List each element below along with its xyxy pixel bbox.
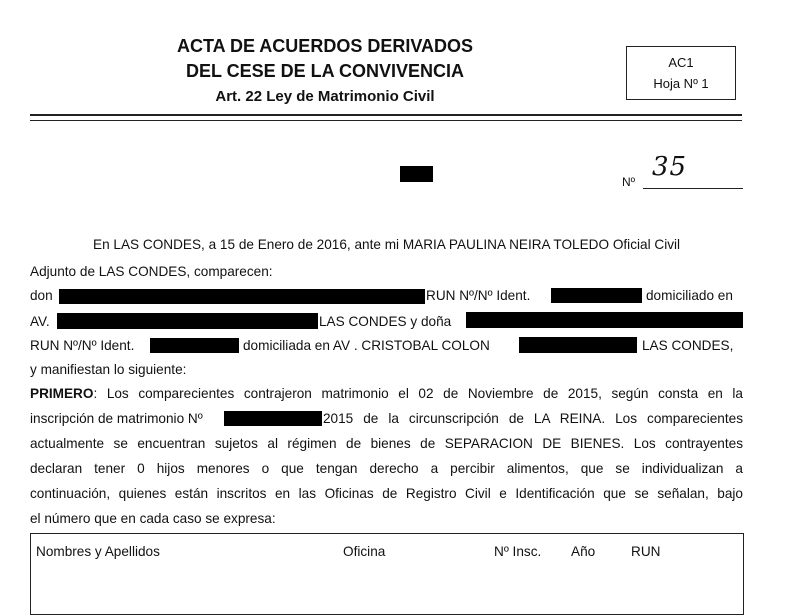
primero-text-1: : Los comparecientes contrajeron matrimonio el 02 de Noviembre de 2015, según consta en la (93, 386, 743, 401)
col-header-insc: Nº Insc. (494, 544, 542, 559)
header-rule-thick (30, 114, 742, 116)
col-header-office: Oficina (343, 544, 386, 559)
primero-line-6: el número que en cada caso se expresa: (30, 511, 276, 526)
las-condes-y-dona-label: LAS CONDES y doña (319, 314, 452, 329)
redaction-inscription (224, 411, 322, 426)
run-ident-label-1: RUN Nº/Nº Ident. (426, 288, 531, 303)
col-header-run: RUN (631, 544, 661, 559)
number-underline (643, 188, 743, 189)
primero-line-5: continuación, quienes están inscritos en las Oficinas de Registro Civil e Identificación que se señalan, bajo (30, 486, 743, 501)
primero-label: PRIMERO (30, 386, 94, 401)
form-code-box (626, 46, 736, 100)
primero-line-2b: 2015 de la circunscripción de LA REINA. Los comparecientes (323, 411, 743, 426)
redaction-name-1 (59, 289, 425, 304)
av-label: AV. (30, 314, 50, 329)
primero-line-3: actualmente se encuentran sujetos al régimen de bienes de SEPARACION DE BIENES. Los contrayentes (30, 436, 743, 451)
redaction-address-2 (519, 337, 637, 353)
run-ident-label-2: RUN Nº/Nº Ident. (30, 338, 135, 353)
title-line-3: Art. 22 Ley de Matrimonio Civil (215, 88, 435, 105)
number-label: Nº (622, 175, 636, 189)
intro-line-2: Adjunto de LAS CONDES, comparecen: (30, 264, 273, 279)
title-line-2: DEL CESE DE LA CONVIVENCIA (185, 61, 465, 81)
domiciliado-label: domiciliado en (646, 288, 733, 303)
don-label: don (30, 288, 53, 303)
sheet-number: Hoja Nº 1 (653, 76, 709, 91)
redaction-run-2 (150, 338, 239, 353)
form-code: AC1 (668, 55, 694, 70)
primero-line-2a: inscripción de matrimonio Nº (30, 411, 203, 426)
header-rule-thin (30, 120, 742, 121)
las-condes-comma-label: LAS CONDES, (642, 338, 734, 353)
title-line-1: ACTA DE ACUERDOS DERIVADOS (176, 36, 473, 56)
domiciliada-label: domiciliada en AV . CRISTOBAL COLON (243, 338, 490, 353)
primero-line-4: declaran tener 0 hijos menores o que tengan derecho a percibir alimentos, que se individualizan a (30, 461, 743, 476)
redaction-name-2 (466, 312, 743, 328)
col-header-year: Año (571, 544, 596, 559)
redaction-address-1 (57, 313, 318, 329)
redaction-block (400, 166, 433, 182)
manifiestan-line: y manifiestan lo siguiente: (30, 362, 187, 377)
handwritten-number: 35 (652, 152, 688, 182)
redaction-run-1 (551, 288, 642, 303)
primero-line-1 (30, 385, 743, 403)
col-header-names: Nombres y Apellidos (36, 544, 160, 559)
intro-line-1: En LAS CONDES, a 15 de Enero de 2016, ante mi MARIA PAULINA NEIRA TOLEDO Oficial Civil (93, 237, 681, 252)
